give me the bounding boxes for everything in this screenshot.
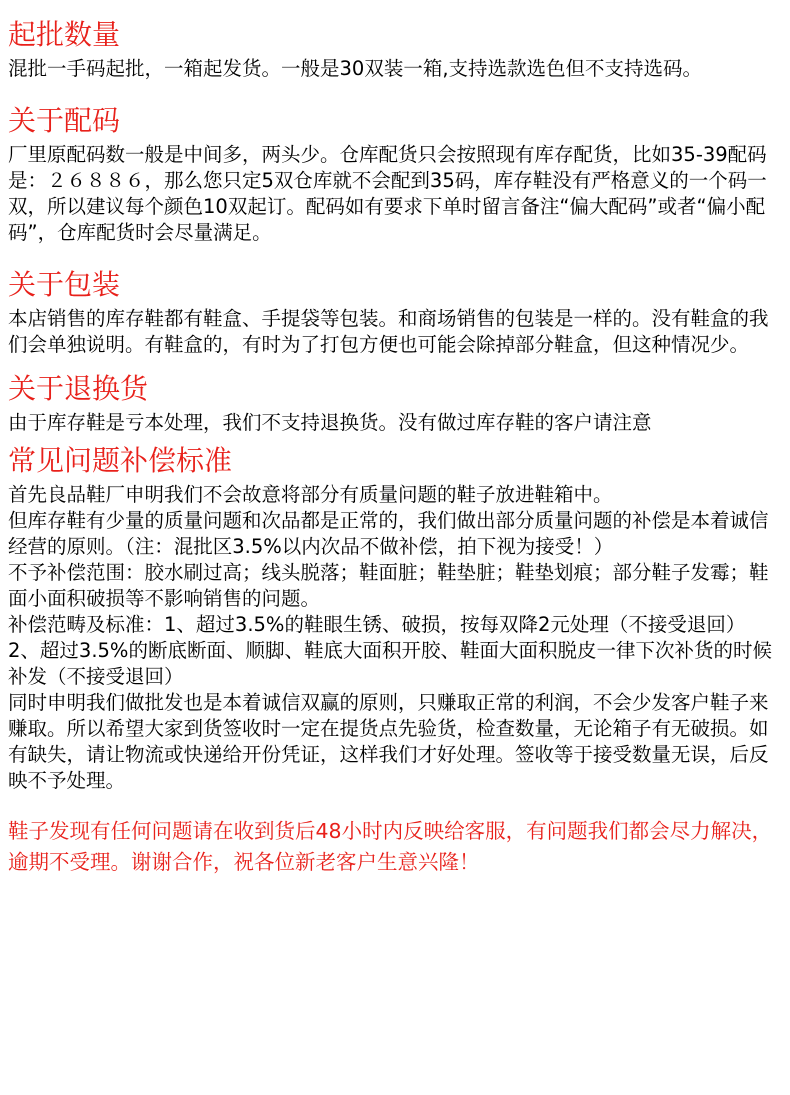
section-text: 补偿范畴及标准：1、超过3.5%的鞋眼生锈、破损，按每双降2元处理（不接受退回） [8, 613, 746, 636]
section-text: 不予补偿范围：胶水刷过高；线头脱落；鞋面脏；鞋垫脏；鞋垫划痕；部分鞋子发霉；鞋面小面积破损等不影响销售的问题。 [8, 561, 769, 610]
section-heading: 起批数量 [8, 18, 121, 51]
section-text: 但库存鞋有少量的质量问题和次品都是正常的，我们做出部分质量问题的补偿是本着诚信经营的原则。（注：混批区3.5%以内次品不做补偿，拍下视为接受！） [8, 509, 769, 558]
section-text: 2、超过3.5%的断底断面、顺脚、鞋底大面积开胶、鞋面大面积脱皮一律下次补货的时候补发（不接受退回） [8, 639, 772, 688]
section-text: 混批一手码起批，一箱起发货。一般是30双装一箱,支持选款选色但不支持选码。 [8, 57, 703, 80]
section-text: 首先良品鞋厂申明我们不会故意将部分有质量问题的鞋子放进鞋箱中。 [8, 483, 613, 506]
spacer [8, 246, 784, 268]
section-size-mix [8, 104, 784, 246]
section-min-order [8, 18, 784, 82]
spacer [8, 436, 784, 444]
spacer [8, 82, 784, 104]
section-heading: 常见问题补偿标准 [8, 444, 233, 477]
spacer [8, 358, 784, 372]
section-text: 同时申明我们做批发也是本着诚信双赢的原则，只赚取正常的利润，不会少发客户鞋子来赚取。所以希望大家到货签收时一定在提货点先验货，检查数量，无论箱子有无破损。如有缺失，请让物流或快递给开份凭证，这样我们才好处理。签收等于接受数量无误，后反映不予处理。 [8, 691, 769, 792]
section-packaging [8, 268, 784, 358]
section-heading: 关于包装 [8, 268, 121, 301]
section-heading: 关于配码 [8, 104, 121, 137]
section-text: 厂里原配码数一般是中间多，两头少。仓库配货只会按照现有库存配货，比如35-39配码是：２６８８６，那么您只定5双仓库就不会配到35码，库存鞋没有严格意义的一个码一双，所以建议每个颜色10双起订。配码如有要求下单时留言备注“偏大配码”或者“偏小配码”，仓库配货时会尽量满足。 [8, 143, 767, 244]
section-heading: 关于退换货 [8, 372, 149, 405]
section-compensation [8, 444, 784, 794]
footer-notice: 鞋子发现有任何问题请在收到货后48小时内反映给客服，有问题我们都会尽力解决，逾期不受理。谢谢合作，祝各位新老客户生意兴隆！ [8, 819, 773, 874]
spacer [8, 794, 784, 816]
section-text: 本店销售的库存鞋都有鞋盒、手提袋等包装。和商场销售的包装是一样的。没有鞋盒的我们会单独说明。有鞋盒的，有时为了打包方便也可能会除掉部分鞋盒，但这种情况少。 [8, 307, 769, 356]
section-returns [8, 372, 784, 436]
section-text: 由于库存鞋是亏本处理，我们不支持退换货。没有做过库存鞋的客户请注意 [8, 411, 652, 434]
